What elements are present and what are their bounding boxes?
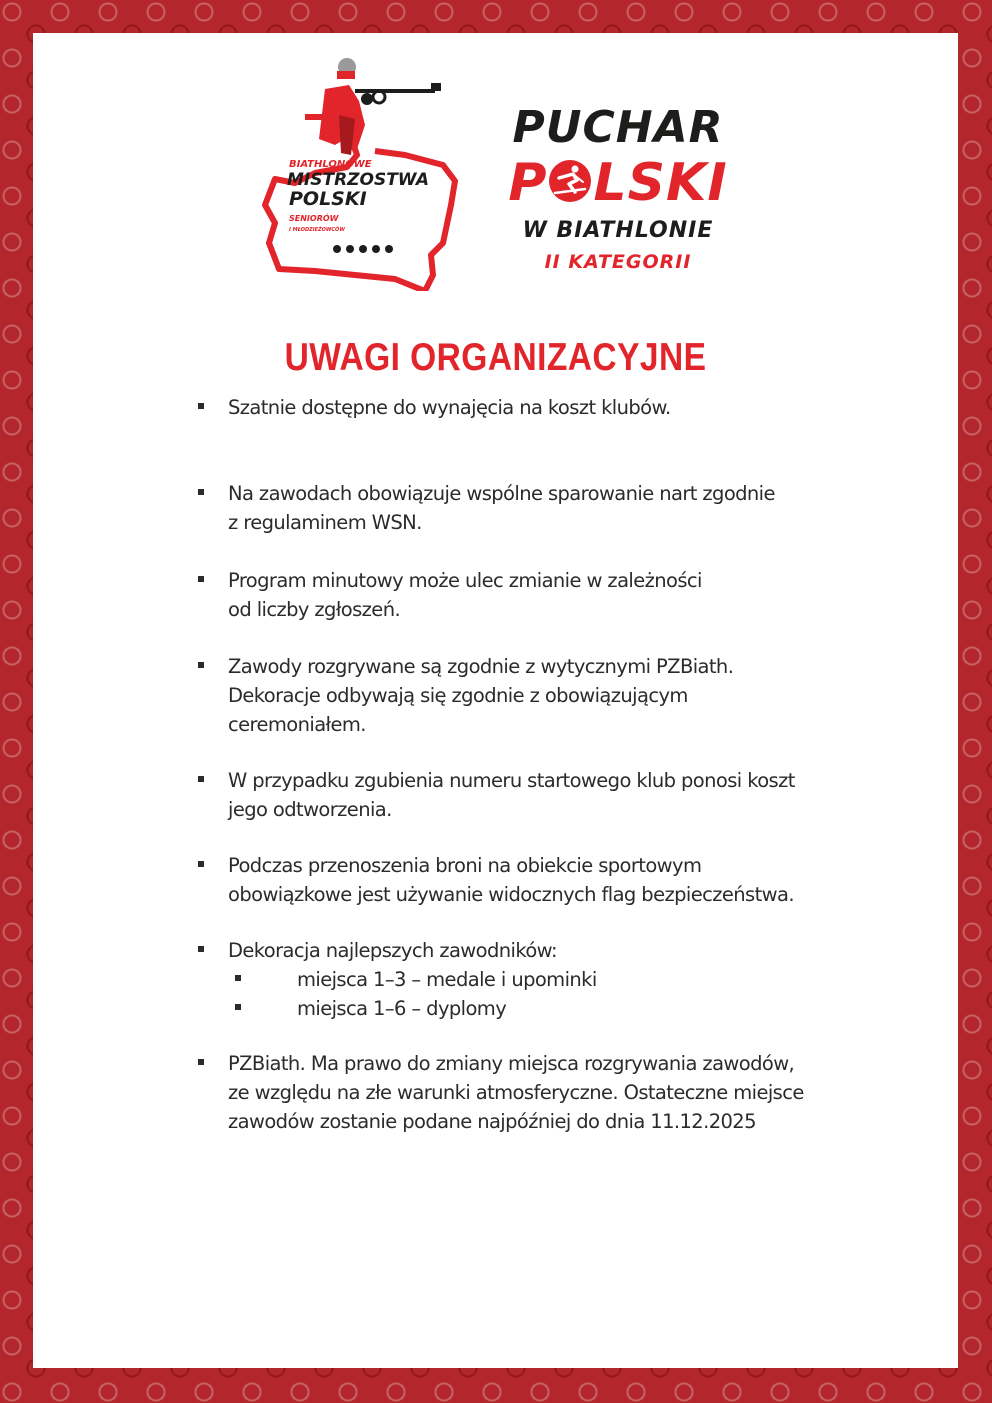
logo-text-mistrzostwa: MISTRZOSTWA	[287, 170, 430, 190]
bullet-icon	[198, 946, 204, 952]
logo-puchar-text: PUCHAR	[512, 102, 724, 153]
item-line: z regulaminem WSN.	[228, 511, 422, 534]
logo-text-mlodziezowcow: I MŁODZIEŻOWCÓW	[289, 227, 345, 233]
logo-polski-line	[483, 153, 753, 213]
mistrzostwa-polski-logo	[255, 55, 467, 291]
list-item	[195, 479, 895, 537]
list-item	[195, 1049, 895, 1136]
list-item	[195, 936, 895, 1023]
item-line: W przypadku zgubienia numeru startowego klub ponosi koszt	[228, 769, 795, 792]
bullet-icon	[198, 403, 204, 409]
bullet-icon	[198, 861, 204, 867]
item-line: Program minutowy może ulec zmianie w zależności	[228, 569, 702, 592]
list-item	[195, 851, 895, 909]
bullet-icon	[198, 1059, 204, 1065]
puchar-polski-logo	[483, 103, 753, 325]
bullet-icon	[235, 1004, 241, 1010]
logo-header	[33, 33, 958, 333]
list-item	[195, 566, 895, 624]
bullet-icon	[198, 489, 204, 495]
item-line: Szatnie dostępne do wynajęcia na koszt klubów.	[228, 396, 671, 419]
sub-list-item	[195, 994, 895, 1023]
item-line: Dekoracja najlepszych zawodników:	[228, 939, 557, 962]
logo-polski-p: P	[508, 153, 548, 213]
item-line: ze względu na złe warunki atmosferyczne. Ostateczne miejsce	[228, 1081, 804, 1104]
item-line: PZBiath. Ma prawo do zmiany miejsca rozgrywania zawodów,	[228, 1052, 795, 1075]
logo-kategoria-text: II KATEGORII	[544, 251, 692, 273]
bullet-icon	[198, 662, 204, 668]
item-line: obowiązkowe jest używanie widocznych flag bezpieczeństwa.	[228, 883, 794, 906]
page-sheet	[33, 33, 958, 1368]
logo-text-biathlonowe: BIATHLONOWE	[289, 159, 372, 170]
page-title: UWAGI ORGANIZACYJNE	[284, 336, 707, 379]
item-line: Dekoracje odbywają się zgodnie z obowiązującym	[228, 684, 688, 707]
item-line: ceremoniałem.	[228, 713, 366, 736]
item-line: Zawody rozgrywane są zgodnie z wytycznymi PZBiath.	[228, 655, 734, 678]
bullet-icon	[198, 576, 204, 582]
item-line: Podczas przenoszenia broni na obiekcie sportowym	[228, 854, 702, 877]
sub-item-text: miejsca 1–6 – dyplomy	[297, 997, 507, 1020]
sub-list-item	[195, 965, 895, 994]
logo-w-biathlonie-text: W BIATHLONIE	[522, 218, 714, 243]
item-line: zawodów zostanie podane najpóźniej do dnia 11.12.2025	[228, 1110, 756, 1133]
logo-text-seniorow: SENIORÓW	[289, 214, 339, 223]
bullet-icon	[198, 776, 204, 782]
item-line: Na zawodach obowiązuje wspólne sparowanie nart zgodnie	[228, 482, 775, 505]
list-item	[195, 766, 895, 824]
logo-polski-rest: LSKI	[593, 153, 728, 213]
sub-item-text: miejsca 1–3 – medale i upominki	[297, 968, 597, 991]
list-item	[195, 652, 895, 739]
skier-icon	[547, 158, 593, 204]
item-line: jego odtworzenia.	[228, 798, 392, 821]
logo-text-polski: POLSKI	[289, 188, 367, 210]
sub-list	[195, 965, 895, 1023]
list-item	[195, 393, 895, 422]
bullet-icon	[235, 975, 241, 981]
item-line: od liczby zgłoszeń.	[228, 598, 401, 621]
